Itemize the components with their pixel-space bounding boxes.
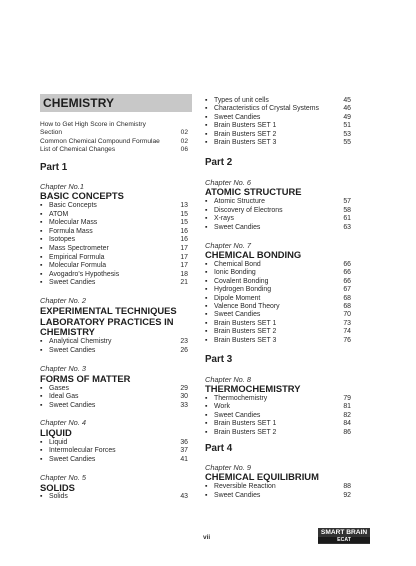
toc-entry-label — [205, 286, 271, 294]
toc-entry-page: 30 — [180, 393, 188, 401]
toc-entry[interactable] — [40, 254, 188, 262]
toc-entry[interactable] — [40, 228, 188, 236]
bullet-icon: ▪ — [205, 206, 208, 214]
toc-entry-text: Thermochemistry — [214, 395, 268, 402]
bullet-icon: ▪ — [40, 347, 43, 354]
toc-entry-text: Brain Busters SET 3 — [214, 336, 277, 344]
toc-entry[interactable] — [40, 236, 188, 244]
bullet-icon: ▪ — [205, 294, 208, 302]
toc-entry-label — [40, 236, 75, 244]
toc-entry-label — [205, 215, 234, 223]
toc-entry-page: 61 — [343, 215, 351, 223]
chapter-title[interactable]: CHEMICAL BONDING — [205, 249, 302, 260]
toc-entry-label — [40, 279, 95, 287]
toc-entry-text: Molecular Formula — [49, 262, 107, 270]
intro-text: List of Chemical Changes — [40, 146, 116, 153]
bullet-icon: ▪ — [205, 261, 208, 268]
bullet-icon: ▪ — [40, 253, 43, 261]
bullet-icon: ▪ — [205, 319, 208, 327]
toc-entry-page: 92 — [343, 491, 351, 499]
toc-entry[interactable] — [205, 420, 351, 428]
bullet-icon: ▪ — [205, 336, 208, 344]
toc-entry-page: 79 — [343, 395, 351, 402]
toc-entry[interactable] — [205, 131, 351, 139]
intro-page: 02 — [180, 138, 188, 145]
page-title: CHEMISTRY — [43, 96, 115, 110]
toc-entry-page: 53 — [343, 130, 351, 138]
toc-entry-page: 55 — [343, 139, 351, 146]
toc-entry-text: Sweet Candies — [214, 491, 261, 499]
toc-entry[interactable] — [40, 202, 188, 210]
toc-entry-label — [40, 385, 69, 393]
chapter-title[interactable]: ATOMIC STRUCTURE — [205, 186, 302, 197]
toc-entry-label — [205, 412, 260, 420]
toc-entry-text: Sweet Candies — [49, 279, 96, 287]
toc-entry[interactable] — [40, 271, 188, 279]
bullet-icon: ▪ — [205, 411, 208, 419]
chapter-title[interactable]: SOLIDS — [40, 482, 75, 493]
chapter-number: Chapter No. 3 — [40, 364, 87, 373]
bullet-icon: ▪ — [205, 311, 208, 319]
toc-entry-label — [205, 114, 260, 122]
toc-entry-text: Solids — [49, 493, 68, 500]
toc-entry-label — [40, 211, 68, 219]
toc-entry-text: Atomic Structure — [214, 198, 265, 205]
toc-entry-page: 33 — [180, 401, 188, 409]
chapter-title[interactable]: FORMS OF MATTER — [40, 373, 131, 384]
toc-entry-text: Gases — [49, 385, 69, 392]
toc-entry-text: Formula Mass — [49, 227, 93, 235]
bullet-icon: ▪ — [205, 395, 208, 402]
toc-entry[interactable] — [205, 337, 351, 345]
bullet-icon: ▪ — [205, 97, 208, 104]
toc-entry-page: 66 — [343, 269, 351, 277]
toc-entry-text: X-rays — [214, 215, 234, 223]
bullet-icon: ▪ — [205, 328, 208, 336]
toc-entry-label — [205, 429, 276, 437]
intro-page: 02 — [180, 129, 188, 136]
toc-entry-text: Liquid — [49, 439, 68, 446]
toc-entry[interactable] — [205, 328, 351, 336]
toc-entry-label — [40, 254, 105, 262]
section-banner — [40, 94, 192, 112]
toc-entry-page: 68 — [343, 294, 351, 302]
toc-entry[interactable] — [205, 320, 351, 328]
toc-entry-label — [205, 295, 260, 303]
toc-entry-page: 51 — [343, 122, 351, 130]
toc-entry-label — [40, 202, 97, 210]
toc-entry-page: 84 — [343, 420, 351, 428]
toc-entry-page: 70 — [343, 311, 351, 319]
toc-entry-page: 17 — [180, 262, 188, 270]
toc-entry-label — [205, 224, 260, 232]
toc-entry-text: Chemical Bond — [214, 261, 261, 268]
toc-entry-text: Covalent Bonding — [214, 277, 269, 285]
toc-entry-label — [205, 483, 276, 491]
toc-entry-page: 26 — [180, 347, 188, 354]
toc-entry-label — [40, 393, 79, 401]
toc-entry[interactable] — [205, 295, 351, 303]
toc-entry-label — [205, 420, 276, 428]
part-heading: Part 3 — [205, 354, 233, 365]
toc-entry-text: Valence Bond Theory — [214, 303, 280, 310]
toc-entry-label — [205, 122, 276, 130]
bullet-icon: ▪ — [40, 210, 43, 218]
bullet-icon: ▪ — [205, 269, 208, 277]
toc-entry-text: Hydrogen Bonding — [214, 286, 272, 294]
toc-entry[interactable] — [205, 122, 351, 130]
toc-entry[interactable] — [40, 456, 188, 464]
toc-entry-label — [205, 320, 276, 328]
toc-entry-page: 76 — [343, 336, 351, 344]
toc-entry-text: Brain Busters SET 1 — [214, 319, 277, 327]
bullet-icon: ▪ — [40, 393, 43, 401]
chapter-title[interactable]: EXPERIMENTAL TECHNIQUES LABORATORY PRACTICES IN CHEMISTRY — [40, 305, 177, 337]
toc-entry-label — [205, 403, 230, 411]
toc-entry-label — [40, 219, 97, 227]
toc-entry-page: 21 — [180, 279, 188, 287]
toc-entry-text: Brain Busters SET 3 — [214, 139, 277, 146]
toc-entry[interactable] — [40, 245, 188, 253]
toc-entry-page: 13 — [180, 202, 188, 209]
toc-entry-label — [205, 139, 276, 147]
toc-entry[interactable] — [40, 347, 188, 355]
intro-text: How to Get High Score in Chemistry — [40, 121, 146, 128]
chapter-number: Chapter No. 2 — [40, 296, 87, 305]
toc-entry-label — [40, 338, 111, 346]
toc-entry-page: 43 — [180, 493, 188, 500]
bullet-icon: ▪ — [40, 385, 43, 392]
toc-entry-page: 66 — [343, 261, 351, 268]
chapter-number: Chapter No.1 — [40, 182, 84, 191]
toc-entry-page: 66 — [343, 277, 351, 285]
toc-entry[interactable] — [40, 279, 188, 287]
toc-entry[interactable] — [205, 207, 351, 215]
bullet-icon: ▪ — [205, 113, 208, 121]
toc-entry[interactable] — [40, 385, 188, 393]
toc-entry-text: Ionic Bonding — [214, 269, 256, 277]
toc-entry[interactable] — [205, 483, 351, 491]
toc-entry-text: Discovery of Electrons — [214, 206, 283, 214]
toc-entry-label — [205, 105, 319, 113]
toc-entry-page: 88 — [343, 483, 351, 490]
toc-entry[interactable] — [205, 269, 351, 277]
toc-entry[interactable] — [205, 403, 351, 411]
toc-entry-label — [205, 207, 283, 215]
page-number: vii — [203, 534, 211, 541]
intro-line[interactable] — [40, 146, 188, 154]
toc-entry[interactable] — [205, 139, 351, 147]
toc-entry-page: 15 — [180, 219, 188, 227]
toc-entry-label — [205, 198, 265, 206]
intro-line[interactable] — [40, 138, 188, 146]
toc-entry-page: 18 — [180, 270, 188, 278]
part-heading: Part 2 — [205, 157, 233, 168]
chapter-number: Chapter No. 5 — [40, 473, 87, 482]
toc-entry-page: 82 — [343, 411, 351, 419]
toc-entry-text: Types of unit cells — [214, 97, 269, 104]
toc-entry-page: 57 — [343, 198, 351, 205]
toc-entry-label — [40, 228, 93, 236]
bullet-icon: ▪ — [40, 202, 43, 209]
toc-entry[interactable] — [40, 493, 188, 501]
chapter-title[interactable]: LIQUID — [40, 427, 72, 438]
toc-entry-label — [40, 262, 106, 270]
toc-entry-label — [205, 337, 276, 345]
toc-entry-label — [205, 97, 269, 105]
toc-entry-text: Work — [214, 403, 230, 411]
toc-entry-text: Brain Busters SET 2 — [214, 130, 277, 138]
chapter-number: Chapter No. 8 — [205, 375, 252, 384]
bullet-icon: ▪ — [205, 139, 208, 146]
toc-entry-text: ATOM — [49, 210, 69, 218]
toc-entry[interactable] — [205, 412, 351, 420]
brand-name: SMART BRAIN — [320, 529, 368, 536]
toc-entry-text: Mass Spectrometer — [49, 245, 109, 252]
toc-entry[interactable] — [205, 286, 351, 294]
bullet-icon: ▪ — [40, 447, 43, 455]
chapter-number: Chapter No. 9 — [205, 463, 252, 472]
toc-entry-text: Brain Busters SET 1 — [214, 420, 277, 428]
toc-entry[interactable] — [205, 114, 351, 122]
toc-entry-text: Sweet Candies — [214, 223, 261, 231]
toc-entry-label — [205, 492, 260, 500]
intro-text: Common Chemical Compound Formulae — [40, 138, 160, 145]
bullet-icon: ▪ — [205, 428, 208, 436]
toc-entry-page: 45 — [343, 97, 351, 104]
toc-entry-label — [40, 456, 95, 464]
toc-entry[interactable] — [40, 447, 188, 455]
bullet-icon: ▪ — [40, 493, 43, 500]
toc-entry-label — [205, 395, 267, 403]
toc-entry[interactable] — [40, 393, 188, 401]
toc-entry-text: Sweet Candies — [49, 347, 96, 354]
toc-entry[interactable] — [205, 395, 351, 403]
bullet-icon: ▪ — [205, 215, 208, 223]
toc-entry[interactable] — [205, 224, 351, 232]
bullet-icon: ▪ — [40, 270, 43, 278]
toc-entry[interactable] — [40, 219, 188, 227]
chapter-title[interactable]: CHEMICAL EQUILIBRIUM — [205, 471, 319, 482]
toc-entry[interactable] — [40, 439, 188, 447]
toc-entry[interactable] — [205, 105, 351, 113]
toc-entry[interactable] — [40, 402, 188, 410]
toc-entry-page: 17 — [180, 245, 188, 252]
toc-entry-text: Brain Busters SET 1 — [214, 122, 277, 130]
toc-entry-text: Ideal Gas — [49, 393, 79, 401]
chapter-number: Chapter No. 6 — [205, 178, 252, 187]
bullet-icon: ▪ — [40, 455, 43, 463]
bullet-icon: ▪ — [205, 483, 208, 490]
toc-entry-text: Brain Busters SET 2 — [214, 428, 277, 436]
toc-entry[interactable] — [205, 97, 351, 105]
bullet-icon: ▪ — [40, 439, 43, 446]
brand-logo — [318, 528, 370, 544]
toc-entry-page: 73 — [343, 319, 351, 327]
toc-entry-page: 58 — [343, 206, 351, 214]
bullet-icon: ▪ — [40, 236, 43, 244]
toc-entry-label — [40, 439, 67, 447]
bullet-icon: ▪ — [205, 130, 208, 138]
toc-entry[interactable] — [205, 261, 351, 269]
toc-entry[interactable] — [205, 311, 351, 319]
toc-entry-label — [40, 447, 116, 455]
intro-page: 06 — [180, 146, 188, 153]
toc-entry[interactable] — [205, 198, 351, 206]
toc-entry-page: 15 — [180, 210, 188, 218]
chapter-title[interactable]: THERMOCHEMISTRY — [205, 383, 301, 394]
toc-entry-text: Sweet Candies — [214, 113, 261, 121]
toc-entry-page: 68 — [343, 303, 351, 310]
toc-entry-text: Sweet Candies — [49, 455, 96, 463]
toc-entry-label — [40, 347, 95, 355]
bullet-icon: ▪ — [205, 303, 208, 310]
bullet-icon: ▪ — [40, 219, 43, 227]
bullet-icon: ▪ — [40, 227, 43, 235]
chapter-title[interactable]: BASIC CONCEPTS — [40, 190, 124, 201]
toc-entry-text: Basic Concepts — [49, 202, 97, 209]
toc-entry[interactable] — [205, 492, 351, 500]
bullet-icon: ▪ — [205, 286, 208, 294]
toc-entry[interactable] — [40, 262, 188, 270]
chapter-number: Chapter No. 4 — [40, 418, 87, 427]
toc-entry[interactable] — [40, 211, 188, 219]
toc-entry-page: 74 — [343, 328, 351, 336]
toc-entry-page: 81 — [343, 403, 351, 411]
toc-entry-page: 16 — [180, 236, 188, 244]
toc-entry[interactable] — [205, 429, 351, 437]
toc-entry[interactable] — [205, 278, 351, 286]
toc-entry-text: Isotopes — [49, 236, 76, 244]
toc-entry-text: Empirical Formula — [49, 253, 105, 261]
bullet-icon: ▪ — [40, 279, 43, 287]
toc-entry-label — [205, 131, 276, 139]
bullet-icon: ▪ — [205, 122, 208, 130]
part-heading: Part 1 — [40, 162, 68, 173]
toc-entry-page: 36 — [180, 439, 188, 446]
toc-entry-text: Brain Busters SET 2 — [214, 328, 277, 336]
toc-entry-label — [40, 245, 109, 253]
chapter-number: Chapter No. 7 — [205, 241, 252, 250]
bullet-icon: ▪ — [40, 245, 43, 252]
toc-entry-label — [40, 271, 119, 279]
bullet-icon: ▪ — [205, 105, 208, 113]
toc-entry-text: Intermolecular Forces — [49, 447, 116, 455]
toc-entry-page: 16 — [180, 227, 188, 235]
toc-entry-text: Molecular Mass — [49, 219, 98, 227]
part-heading: Part 4 — [205, 443, 233, 454]
bullet-icon: ▪ — [40, 401, 43, 409]
bullet-icon: ▪ — [40, 338, 43, 345]
toc-entry-page: 17 — [180, 253, 188, 261]
toc-entry-text: Sweet Candies — [214, 411, 261, 419]
brand-tag: ECAT — [318, 537, 370, 543]
toc-entry-label — [205, 269, 256, 277]
toc-entry-label — [205, 261, 261, 269]
toc-entry-label — [40, 493, 68, 501]
toc-entry-text: Dipole Moment — [214, 294, 261, 302]
toc-entry[interactable] — [205, 215, 351, 223]
bullet-icon: ▪ — [205, 403, 208, 411]
toc-entry-page: 86 — [343, 428, 351, 436]
toc-entry-label — [205, 328, 276, 336]
bullet-icon: ▪ — [40, 262, 43, 270]
toc-entry-page: 67 — [343, 286, 351, 294]
bullet-icon: ▪ — [205, 491, 208, 499]
toc-entry-page: 37 — [180, 447, 188, 455]
toc-entry-text: Reversible Reaction — [214, 483, 276, 490]
intro-text: Section — [40, 129, 62, 136]
toc-entry-page: 41 — [180, 455, 188, 463]
toc-entry-page: 46 — [343, 105, 351, 113]
toc-entry[interactable] — [40, 338, 188, 346]
bullet-icon: ▪ — [205, 223, 208, 231]
bullet-icon: ▪ — [205, 277, 208, 285]
toc-entry-label — [205, 303, 280, 311]
toc-entry-page: 29 — [180, 385, 188, 392]
toc-entry-page: 63 — [343, 223, 351, 231]
bullet-icon: ▪ — [205, 420, 208, 428]
toc-entry-page: 23 — [180, 338, 188, 345]
toc-entry-text: Analytical Chemistry — [49, 338, 112, 345]
toc-entry-text: Sweet Candies — [214, 311, 261, 319]
toc-entry[interactable] — [205, 303, 351, 311]
intro-line[interactable] — [40, 129, 188, 137]
intro-line[interactable] — [40, 121, 188, 129]
toc-entry-page: 49 — [343, 113, 351, 121]
toc-entry-label — [205, 311, 260, 319]
toc-entry-label — [40, 402, 95, 410]
toc-entry-text: Characteristics of Crystal Systems — [214, 105, 319, 113]
bullet-icon: ▪ — [205, 198, 208, 205]
toc-entry-label — [205, 278, 268, 286]
toc-entry-text: Avogadro's Hypothesis — [49, 270, 120, 278]
toc-entry-text: Sweet Candies — [49, 401, 96, 409]
